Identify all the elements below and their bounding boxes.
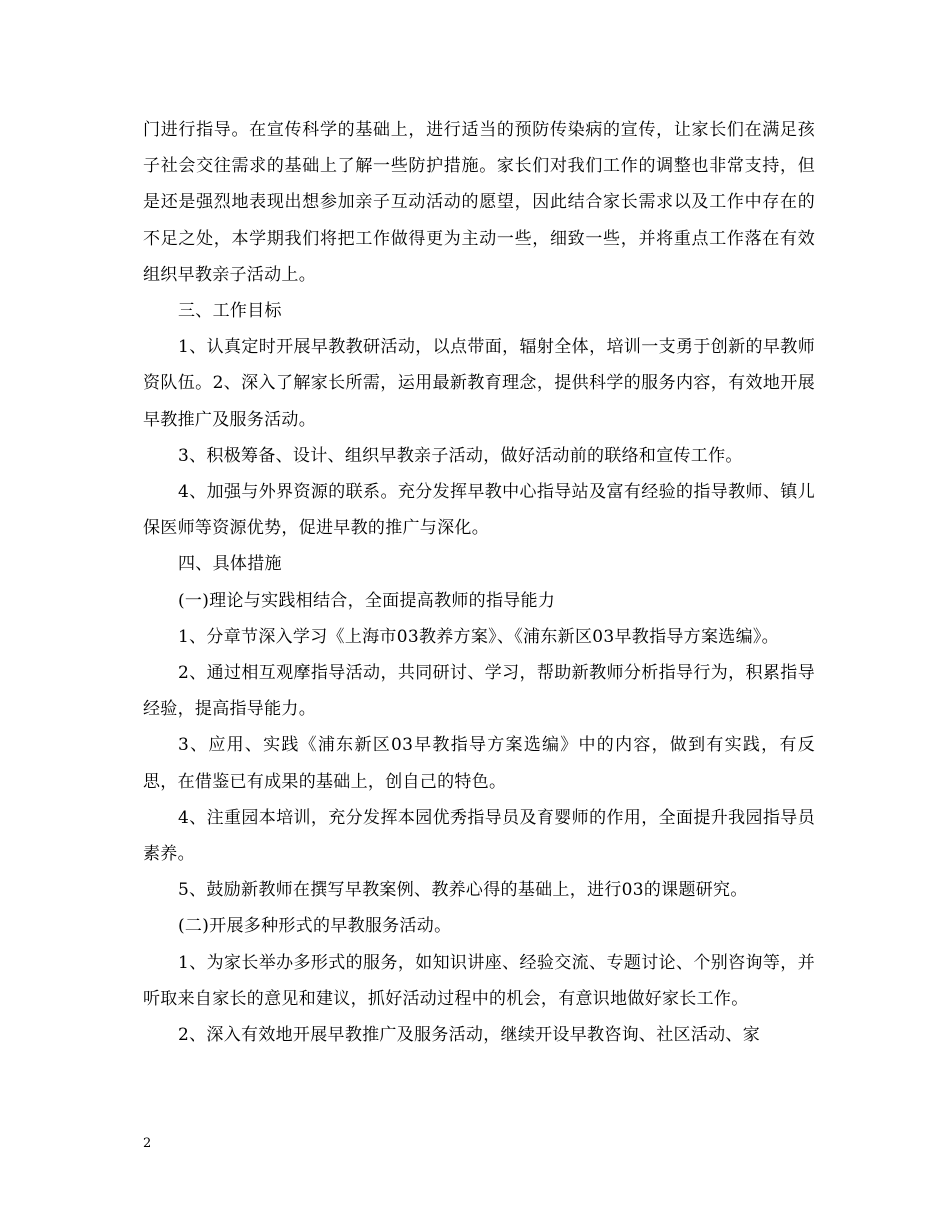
- heading-work-goals: 三、工作目标: [178, 301, 282, 322]
- heading-specific-measures: 四、具体措施: [178, 554, 282, 575]
- paragraph-measure-5: 5、鼓励新教师在撰写早教案例、教养心得的基础上，进行03的课题研究。: [178, 880, 748, 901]
- paragraph-measure-3: 3、应用、实践《浦东新区03早教指导方案选编》中的内容，做到有实践，有反思，在借鉴已有成果的基础上，创自己的特色。: [143, 735, 815, 792]
- paragraph-measure-4: 4、注重园本培训，充分发挥本园优秀指导员及育婴师的作用，全面提升我园指导员素养。: [143, 807, 815, 865]
- paragraph-goal-4: 4、加强与外界资源的联系。充分发挥早教中心指导站及富有经验的指导教师、镇儿保医师等资源优势，促进早教的推广与深化。: [143, 482, 815, 539]
- paragraph-service-2: 2、深入有效地开展早教推广及服务活动，继续开设早教咨询、社区活动、家: [178, 1025, 761, 1046]
- subheading-service-activities: (二)开展多种形式的早教服务活动。: [178, 916, 452, 937]
- page-number: 2: [143, 1136, 152, 1151]
- paragraph-goal-1-2: 1、认真定时开展早教教研活动，以点带面，辐射全体，培训一支勇于创新的早教师资队伍。2、深入了解家长所需，运用最新教育理念，提供科学的服务内容，有效地开展早教推广及服务活动。: [143, 337, 815, 430]
- paragraph-measure-1: 1、分章节深入学习《上海市03教养方案》、《浦东新区03早教指导方案选编》。: [178, 626, 779, 647]
- paragraph-goal-3: 3、积极筹备、设计、组织早教亲子活动，做好活动前的联络和宣传工作。: [178, 445, 743, 466]
- paragraph-service-1: 1、为家长举办多形式的服务，如知识讲座、经验交流、专题讨论、个别咨询等，并听取来自家长的意见和建议，抓好活动过程中的机会，有意识地做好家长工作。: [143, 952, 815, 1009]
- subheading-theory-practice: (一)理论与实践相结合，全面提高教师的指导能力: [178, 590, 556, 611]
- paragraph-intro-continued: 门进行指导。在宣传科学的基础上，进行适当的预防传染病的宣传，让家长们在满足孩子社会交往需求的基础上了解一些防护措施。家长们对我们工作的调整也非常支持，但是还是强烈地表现出想参加亲子互动活动的愿望，因此结合家长需求以及工作中存在的不足之处，本学期我们将把工作做得更为主动一些，细致一些，并将重点工作落在有效组织早教亲子活动上。: [143, 120, 815, 285]
- paragraph-measure-2: 2、通过相互观摩指导活动，共同研讨、学习，帮助新教师分析指导行为，积累指导经验，提高指导能力。: [143, 663, 815, 720]
- body-text: [143, 112, 815, 1053]
